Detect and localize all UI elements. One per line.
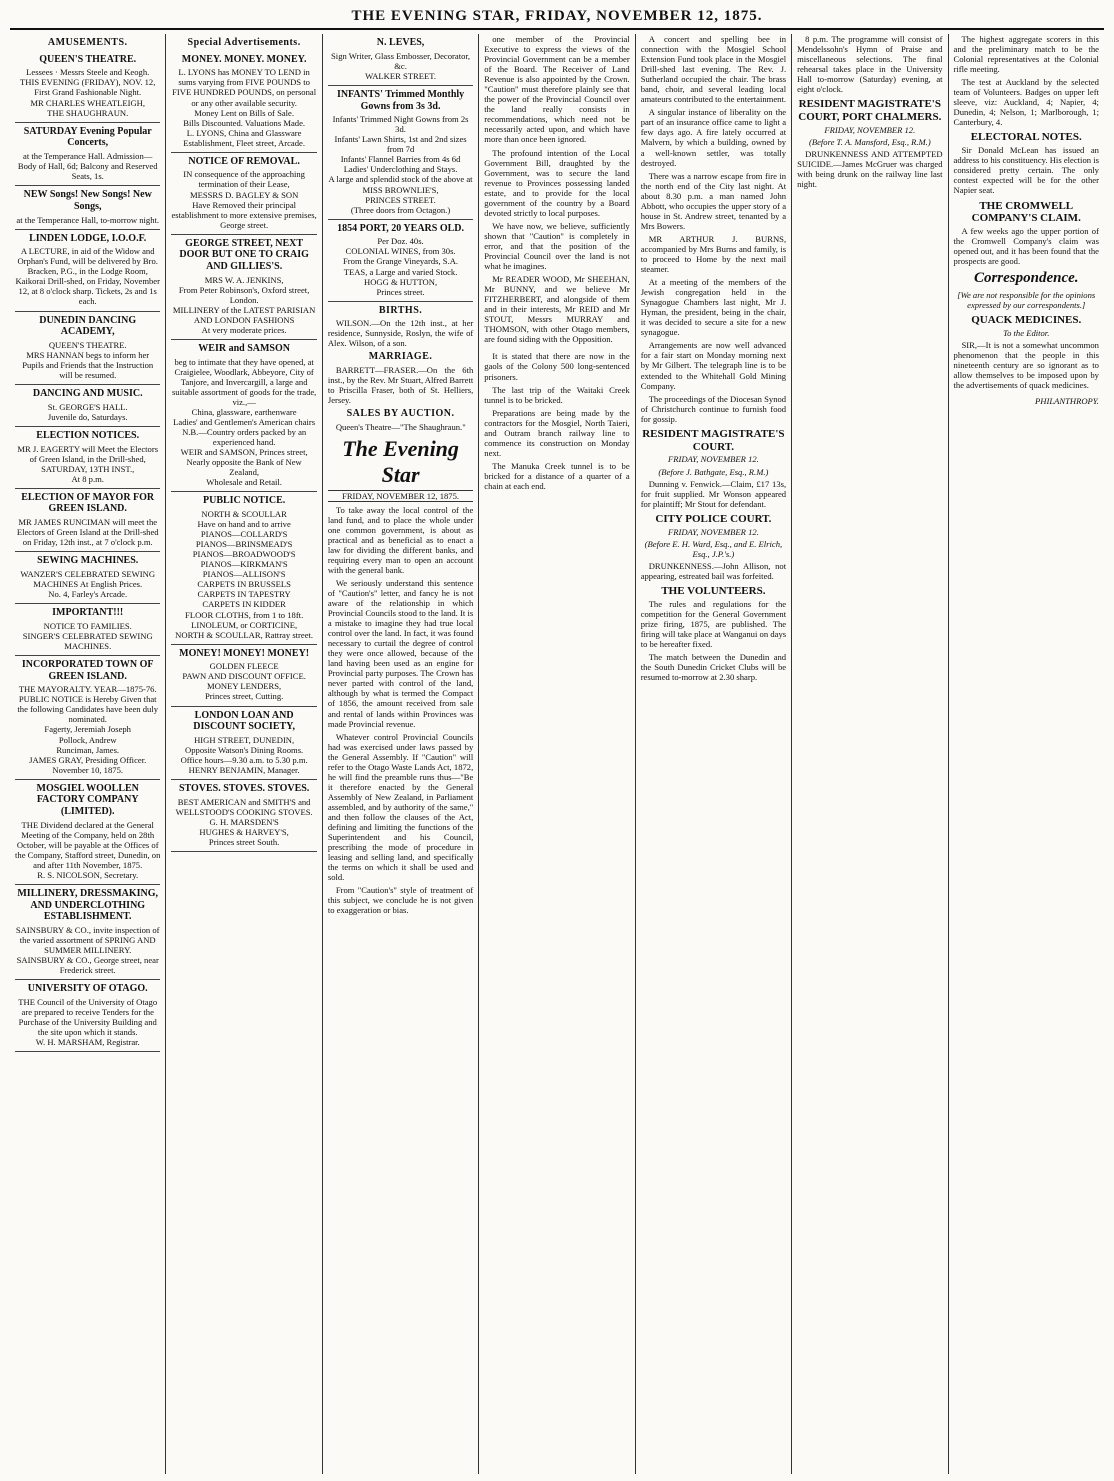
- sales-text: Queen's Theatre—"The Shaughraun.": [335, 422, 466, 433]
- ad-line: FLOOR CLOTHS, from 1 to 18ft.: [185, 609, 304, 620]
- amusements-heading: AMUSEMENTS.: [47, 37, 128, 48]
- ad-line: QUEEN'S THEATRE.: [48, 339, 127, 350]
- ad-line: Fagerty, Jeremiah Joseph: [44, 724, 131, 735]
- news-paragraph: A concert and spelling bee in connection with the Mosgiel School Extension Fund took place in the Mosgiel Drill-shed last evening. The Rev. J. Sutherland occupied the chair. The brass band, choir, and several leading local amateurs contributed to the entertainment.: [640, 34, 787, 105]
- leader-paragraph: Mr READER WOOD, Mr SHEEHAN, Mr BUNNY, and we believe Mr FITZHERBERT, and alongside of them and in their interests, Mr REID and Mr STOUT, Messrs MURRAY and THOMSON, with other Otago members, are found siding with the Opposition.: [484, 274, 630, 345]
- ad-line: Have Removed their principal establishment to more extensive premises, George street.: [171, 199, 317, 230]
- amusement-ad: [15, 230, 160, 312]
- ad-line: St. GEORGE'S HALL.: [47, 401, 128, 412]
- ad-line: NOTICE TO FAMILIES.: [43, 620, 132, 631]
- special-ad: [171, 492, 316, 644]
- police-court-bench: (Before E. H. Ward, Esq., and E. Elrich, Esq., J.P.'s.): [644, 538, 783, 559]
- ad-line: LINOLEUM, or CORTICINE,: [191, 619, 298, 630]
- amusement-ad: [15, 980, 160, 1052]
- ad-line: A LECTURE, in aid of the Widow and Orphan's Fund, will be delivered by Bro. Bracken, P.G., in the Lodge Room, Kaikorai Drill-shed, on Friday, November 12, at 8 o'clock sharp. Tickets, 2s and 1s each.: [15, 246, 160, 307]
- correspondence-note: [We are not responsible for the opinions expressed by our correspondents.]: [957, 289, 1096, 311]
- leader-paragraph: From "Caution's" style of treatment of this subject, we conclude he is not given to exaggeration or bias.: [327, 885, 474, 916]
- ad-title: IMPORTANT!!!: [52, 607, 124, 619]
- shop-ad: [328, 34, 473, 86]
- special-ad: [171, 51, 316, 153]
- column-1: [10, 34, 166, 1474]
- ad-line: Infants' Flannel Barries from 4s 6d: [340, 154, 461, 165]
- ad-line: THE MAYORALTY. YEAR—1875-76.: [18, 684, 157, 695]
- ad-line: JAMES GRAY, Presiding Officer.: [29, 754, 147, 765]
- news-paragraph: The proceedings of the Diocesan Synod of Christchurch continue to furnish food for gossip.: [640, 393, 787, 424]
- ad-title: MILLINERY, DRESSMAKING, AND UNDERCLOTHING ESTABLISHMENT.: [17, 888, 159, 923]
- ad-line: L. LYONS has MONEY TO LEND in sums varying from FIVE POUNDS to FIVE HUNDRED POUNDS, on personal or any other available security.: [172, 67, 317, 108]
- news-paragraph: The test at Auckland by the selected team of Volunteers. Badges on upper left sleeve, viz: Auckland, 4; Napier, 4; Dunedin, 4; Nelson, 1; Marlborough, 1; Canterbury, 4.: [953, 77, 1099, 128]
- ad-line: WALKER STREET.: [365, 70, 437, 81]
- ad-line: First Grand Fashionable Night.: [34, 87, 142, 98]
- ad-line: HIGH STREET, DUNEDIN,: [194, 734, 295, 745]
- ad-line: PUBLIC NOTICE is Hereby Given that the following Candidates have been duly nominated.: [17, 694, 158, 725]
- ad-line: GOLDEN FLEECE: [209, 661, 279, 672]
- ad-line: Ladies' Underclothing and Stays.: [343, 164, 458, 175]
- ad-line: Runciman, James.: [56, 744, 120, 755]
- ad-title: NEW Songs! New Songs! New Songs,: [23, 189, 152, 212]
- ad-line: From the Grange Vineyards, S.A.: [343, 256, 459, 267]
- quack-to-editor: To the Editor.: [1003, 327, 1050, 338]
- ad-line: Opposite Watson's Dining Rooms.: [185, 744, 304, 755]
- quack-heading: QUACK MEDICINES.: [971, 314, 1082, 327]
- ad-line: SAINSBURY & CO., invite inspection of the varied assortment of SPRING AND SUMMER MILLINERY.: [15, 925, 160, 956]
- rm-court-text: Dunning v. Fenwick.—Claim, £17 13s, for fruit supplied. Mr Wonson appeared for plaintiff; Mr Stout for defendant.: [640, 478, 787, 509]
- col2-ads: [171, 51, 316, 852]
- ad-line: Juvenile do, Saturdays.: [47, 411, 128, 422]
- ad-line: Nearly opposite the Bank of New Zealand,: [186, 457, 302, 478]
- sales-heading: SALES BY AUCTION.: [346, 408, 455, 420]
- ad-line: Office hours—9.30 a.m. to 5.30 p.m.: [180, 755, 308, 765]
- ad-title: MONEY. MONEY. MONEY.: [181, 53, 307, 65]
- ad-line: MISS BROWNLIE'S,: [362, 184, 439, 195]
- ad-title: N. LEVES,: [376, 37, 425, 48]
- ad-line: G. H. MARSDEN'S: [209, 816, 279, 827]
- amusement-ad: [15, 123, 160, 187]
- amusement-ad: [15, 51, 160, 123]
- shop-ad: [328, 220, 473, 302]
- ad-title: DUNEDIN DANCING ACADEMY,: [39, 314, 137, 338]
- ad-title: QUEEN'S THEATRE.: [39, 53, 137, 65]
- column-4: [479, 34, 635, 1474]
- ad-line: MONEY LENDERS,: [207, 681, 282, 692]
- ad-title: ELECTION OF MAYOR FOR GREEN ISLAND.: [21, 491, 155, 515]
- news-paragraph: Arrangements are now well advanced for a fair start on Monday morning next by Mr Gilbert. The telegraph line is to be extended to the Whitehall Gold Mining Company.: [640, 340, 787, 391]
- ad-line: THE SHAUGHRAUN.: [47, 107, 129, 118]
- quack-signature: PHILANTHROPY.: [1035, 396, 1099, 407]
- ad-title: SATURDAY Evening Popular Concerts,: [23, 125, 152, 149]
- ad-line: At 8 p.m.: [71, 473, 104, 484]
- amusement-ad: [15, 604, 160, 656]
- ad-line: N.B.—Country orders packed by an experienced hand.: [182, 427, 307, 448]
- news-paragraph: A singular instance of liberality on the part of an insurance office came to light a few days ago. A fire lately occurred at Malvern, by which a building, owned by a well-known settler, was totally destroyed.: [640, 107, 787, 168]
- ad-title: INFANTS' Trimmed Monthly Gowns from 3s 3d.: [336, 88, 465, 112]
- amusement-ad: [15, 780, 160, 885]
- quack-text: SIR,—It is not a somewhat uncommon phenomenon that the people in this nineteenth century are so ignorant as to allow themselves to be imposed upon by the advertisements of quack medicines.: [953, 339, 1099, 391]
- column-3: [323, 34, 479, 1474]
- ad-line: THE Council of the University of Otago are prepared to receive Tenders for the Purchase of the University Building and the site upon which it stands.: [18, 997, 158, 1038]
- ad-line: Per Doz. 40s.: [377, 236, 424, 247]
- ad-line: CARPETS IN TAPESTRY: [197, 589, 291, 600]
- news-notes: [484, 351, 629, 491]
- ad-line: NORTH & SCOULLAR, Rattray street.: [175, 629, 314, 640]
- ad-title: PUBLIC NOTICE.: [203, 495, 286, 507]
- ad-line: L. LYONS, China and Glassware Establishment, Fleet street, Arcade.: [183, 127, 305, 148]
- ad-line: WANZER'S CELEBRATED SEWING MACHINES At English Prices.: [20, 568, 156, 589]
- births-text: WILSON.—On the 12th inst., at her residence, Sunnyside, Roslyn, the wife of Alex. Wilson, of a son.: [327, 318, 474, 349]
- amusement-ad: [15, 186, 160, 229]
- ad-title: STOVES. STOVES. STOVES.: [178, 783, 310, 795]
- ad-title: NOTICE OF REMOVAL.: [188, 155, 300, 167]
- electoral-text: Sir Donald McLean has issued an address to his constituency. His election is considered pretty certain. The only contest expected will be for the other Napier seat.: [953, 145, 1099, 196]
- rm-court-heading: RESIDENT MAGISTRATE'S COURT.: [642, 427, 785, 453]
- ad-line: HOGG & HUTTON,: [363, 276, 438, 287]
- col1-ads: [15, 51, 160, 1053]
- rm-court-bench: (Before J. Bathgate, Esq., R.M.): [658, 466, 769, 477]
- amusement-ad: [15, 656, 160, 780]
- ad-line: beg to intimate that they have opened, at Craigielee, Woodlark, Abbeyore, City of Tanjore, and Invercargill, a large and suitable assortment of goods for the trade, viz.,—: [171, 356, 317, 407]
- ad-line: MR JAMES RUNCIMAN will meet the Electors of Green Island at the Drill-shed on Friday, 12th inst., at 7 o'clock p.m.: [16, 517, 159, 548]
- port-court-heading: RESIDENT MAGISTRATE'S COURT, PORT CHALMERS.: [798, 98, 942, 124]
- news-paragraph: At a meeting of the members of the Jewish congregation held in the Synagogue Chambers last night, Mr J. Hyman, the president, being in the chair, it was decided to secure a site for a new synagogue.: [640, 277, 787, 338]
- leader-paragraph: We seriously understand this sentence of "Caution's" letter, and fancy he is not aware of the relationship in which Provincial Councils stood to the land. It is a mistake to imagine they had true local control over the land. In fact, it was found necessary to curtail the degree of control they were once allowed, because of the land having been used as an engine for Provincial party purposes. The Crown has never parted with control of the land, although by what is termed the Compact of 1856, the amount received from sale and rental of lands within Provinces was made Provincial revenue.: [327, 577, 474, 729]
- ad-line: SATURDAY, 13TH INST.,: [41, 463, 135, 474]
- ad-title: WEIR and SAMSON: [198, 343, 290, 355]
- marriage-text: BARRETT—FRASER.—On the 6th inst., by the Rev. Mr Stuart, Alfred Barrett to Priscilla Fraser, both of St. Helliers, Jersey.: [327, 365, 474, 406]
- match-text: The match between the Dunedin and the South Dunedin Cricket Clubs will be resumed to-morrow at 2.30 sharp.: [640, 651, 787, 682]
- ad-line: MRS HANNAN begs to inform her Pupils and Friends that the Instruction will be resumed.: [22, 349, 154, 381]
- ad-line: PIANOS—ALLISON'S: [202, 569, 286, 580]
- ad-line: R. S. NICOLSON, Secretary.: [37, 870, 139, 880]
- police-court-date: FRIDAY, NOVEMBER 12.: [667, 526, 759, 537]
- ad-line: MR J. EAGERTY will Meet the Electors of Green Island, in the Drill-shed,: [17, 443, 159, 464]
- ad-title: LONDON LOAN AND DISCOUNT SOCIETY,: [193, 709, 295, 733]
- ad-line: Princes street South.: [208, 836, 280, 847]
- ad-line: Have on hand and to arrive: [197, 519, 291, 530]
- ad-title: 1854 PORT, 20 YEARS OLD.: [337, 222, 464, 234]
- port-court-text: DRUNKENNESS AND ATTEMPTED SUICIDE.—James McGruer was charged with being drunk on the railway line last night.: [797, 149, 943, 190]
- ad-line: PIANOS—BROADWOOD'S: [192, 549, 296, 560]
- ad-line: BEST AMERICAN and SMITH'S and WELLSTOOD'S COOKING STOVES.: [175, 796, 313, 817]
- ad-line: PRINCES STREET.: [365, 194, 436, 205]
- ad-line: PIANOS—KIRKMAN'S: [200, 559, 288, 570]
- special-ad: [171, 707, 316, 781]
- ad-line: Bills Discounted. Valuations Made.: [183, 117, 306, 128]
- ad-line: Sign Writer, Glass Embosser, Decorator, &c.: [331, 50, 471, 71]
- correspondence-heading: Correspondence.: [973, 270, 1079, 287]
- leader-paragraph: The profound intention of the Local Government Bill, draughted by the Government, was to secure the land revenue to Provinces possessing landed estate, and to provide for the local government of the country by a Board devoted strictly to local purposes.: [484, 147, 630, 218]
- ad-line: SINGER'S CELEBRATED SEWING MACHINES.: [22, 630, 153, 651]
- port-court-bench: (Before T. A. Mansford, Esq., R.M.): [808, 137, 931, 148]
- news-paragraph: 8 p.m. The programme will consist of Mendelssohn's Hymn of Praise and miscellaneous selections. The final rehearsal takes place in the University Hall to-morrow (Saturday) evening, at eight o'clock.: [797, 34, 943, 95]
- cromwell-heading: THE CROMWELL COMPANY'S CLAIM.: [971, 199, 1081, 225]
- leader-paragraph: We have now, we believe, sufficiently shown that "Caution" is completely in error, and that the position of the Provincial Council over the land is not what he imagines.: [484, 220, 630, 272]
- columns: [10, 34, 1104, 1474]
- date-line: FRIDAY, NOVEMBER 12, 1875.: [328, 490, 473, 502]
- col3-ads: [328, 34, 473, 302]
- port-court-date: FRIDAY, NOVEMBER 12.: [824, 125, 916, 135]
- leader-paragraph: To take away the local control of the land fund, and to place the whole under one common government, is about as practical and as beneficial as to enact a law for dividing the different banks, and requiring every man to open an account with the general bank.: [327, 504, 474, 575]
- column-7: [949, 34, 1104, 1474]
- amusement-ad: [15, 552, 160, 604]
- amusement-ad: [15, 489, 160, 553]
- ad-title: DANCING AND MUSIC.: [32, 388, 143, 400]
- births-heading: BIRTHS.: [378, 304, 423, 316]
- ad-line: WEIR and SAMSON, Princes street,: [180, 447, 308, 458]
- ad-line: CARPETS IN BRUSSELS: [197, 579, 291, 590]
- ad-title: MONEY! MONEY! MONEY!: [179, 647, 310, 659]
- special-ad: [171, 235, 316, 340]
- ad-line: Princes street.: [376, 286, 425, 297]
- volunteers-text: The rules and regulations for the competition for the General Government prize firing, 1875, are published. The firing will take place at Wanganui on days to be hereafter fixed.: [640, 598, 787, 649]
- column-6: [792, 34, 948, 1474]
- ad-line: THIS EVENING (FRIDAY), NOV. 12,: [20, 77, 156, 88]
- ad-line: Lessees · Messrs Steele and Keogh.: [26, 67, 150, 78]
- ad-line: PIANOS—COLLARD'S: [200, 529, 288, 540]
- ad-line: China, glassware, earthenware: [191, 406, 297, 417]
- rm-court-date: FRIDAY, NOVEMBER 12.: [667, 454, 759, 465]
- column-5: [636, 34, 792, 1474]
- ad-line: November 10, 1875.: [52, 764, 124, 775]
- leader-continued: [484, 34, 629, 344]
- ad-line: NORTH & SCOULLAR: [201, 509, 287, 520]
- ad-line: SAINSBURY & CO., George street, near Frederick street.: [16, 955, 159, 976]
- ad-line: Princes street, Cutting.: [204, 691, 284, 702]
- shop-ad: [328, 86, 473, 220]
- news-paragraph: The highest aggregate scorers in this and the preliminary match to be the Colonial representatives at the Colonial rifle meeting.: [953, 34, 1099, 75]
- ad-line: IN consequence of the approaching termination of their Lease,: [183, 169, 305, 190]
- ad-line: COLONIAL WINES, from 30s.: [345, 246, 456, 257]
- ad-line: Infants' Trimmed Night Gowns from 2s 3d.: [332, 114, 469, 135]
- ad-line: PAWN AND DISCOUNT OFFICE.: [182, 671, 306, 682]
- amusement-ad: [15, 385, 160, 427]
- ad-line: W. H. MARSHAM, Registrar.: [35, 1037, 140, 1048]
- police-court-heading: CITY POLICE COURT.: [655, 512, 772, 525]
- local-news: [641, 34, 786, 424]
- special-ad: [171, 645, 316, 707]
- paper-title: The Evening Star: [342, 436, 459, 487]
- ad-title: MOSGIEL WOOLLEN FACTORY COMPANY (LIMITED).: [36, 782, 139, 818]
- ad-line: (Three doors from Octagon.): [350, 204, 451, 215]
- amusement-ad: [15, 885, 160, 980]
- news-note: The Manuka Creek tunnel is to be bricked for a distance of a quarter of a chain at each end.: [484, 460, 630, 491]
- ad-line: Ladies' and Gentlemen's American chairs: [173, 417, 316, 428]
- ad-line: at the Temperance Hall. Admission—Body of Hall, 6d; Balcony and Reserved Seats, 1s.: [17, 150, 158, 182]
- ad-title: GEORGE STREET, NEXT DOOR BUT ONE TO CRAIG AND GILLIES'S.: [179, 237, 309, 273]
- ad-line: MR CHARLES WHEATLEIGH,: [30, 97, 146, 108]
- ad-line: TEAS, a Large and varied Stock.: [343, 266, 458, 277]
- leader-article: [328, 505, 473, 916]
- masthead: THE EVENING STAR, FRIDAY, NOVEMBER 12, 1875.: [10, 8, 1104, 30]
- ad-line: THE Dividend declared at the General Meeting of the Company, held on 28th October, will be payable at the Offices of the Company, Stafford street, Dunedin, on and after 11th November, 1875.: [15, 819, 161, 870]
- column-7-news: [954, 34, 1099, 127]
- special-ads-heading: Special Advertisements.: [187, 37, 301, 48]
- news-note: The last trip of the Waitaki Creek tunnel is to be bricked.: [484, 384, 630, 405]
- ad-title: ELECTION NOTICES.: [36, 429, 140, 441]
- ad-line: MESSRS D. BAGLEY & SON: [189, 189, 299, 200]
- news-paragraph: MR ARTHUR J. BURNS, accompanied by Mrs Burns and family, is to proceed to Home by the next mail steamer.: [640, 233, 787, 275]
- cromwell-text: A few weeks ago the upper portion of the Cromwell Company's claim was opened out, and it has been found that the prospects are good.: [953, 226, 1099, 267]
- column-6-news: [797, 34, 942, 94]
- ad-line: A large and splendid stock of the above at: [328, 174, 473, 185]
- marriage-heading: MARRIAGE.: [368, 351, 433, 363]
- ad-title: UNIVERSITY OF OTAGO.: [27, 983, 148, 995]
- ad-line: Pollock, Andrew: [58, 734, 117, 745]
- ad-line: MILLINERY of the LATEST PARISIAN AND LONDON FASHIONS: [172, 304, 316, 325]
- police-court-text: DRUNKENNESS.—John Allison, not appearing, estreated bail was forfeited.: [640, 560, 787, 581]
- ad-line: At very moderate prices.: [201, 325, 287, 336]
- news-note: It is stated that there are now in the gaols of the Colony 500 long-sentenced prisoners.: [484, 351, 630, 382]
- ad-line: HENRY BENJAMIN, Manager.: [188, 765, 300, 776]
- electoral-heading: ELECTORAL NOTES.: [970, 131, 1082, 144]
- news-note: Preparations are being made by the contractors for the Mosgiel, North Taieri, and Outram branch railway line to commence its construction on Monday next.: [484, 407, 630, 458]
- ad-line: at the Temperance Hall, to-morrow night.: [16, 214, 160, 225]
- leader-paragraph: Whatever control Provincial Councils had was exercised under laws passed by the General Assembly. If "Caution" will refer to the Otago Waste Lands Act, 1872, he will find the preamble runs thus—"Be it therefore enacted by the General Assembly of New Zealand, in Parliament assembled, and by authority of the same," and then follow the clauses of the Act, defining and limiting the functions of the Superintendent and his Council, prescribing the mode of procedure in leasing and selling land, and specifically the terms on which it shall be used and sold.: [327, 731, 474, 883]
- ad-line: HUGHES & HARVEY'S,: [199, 826, 289, 837]
- volunteers-heading: THE VOLUNTEERS.: [661, 584, 766, 597]
- amusement-ad: [15, 427, 160, 489]
- leader-paragraph: one member of the Provincial Executive to express the views of the Provincial Government can be a member of the Board. The Receiver of Land Revenue is also appointed by the Crown. "Caution" must therefore plainly see that the power of the Provincial Council over the land really consists in recommendations, which need not be necessarily acted upon, and which have more than once been ignored.: [484, 34, 630, 145]
- ad-line: Wholesale and Retail.: [206, 477, 282, 488]
- ad-line: CARPETS IN KIDDER: [202, 599, 286, 610]
- column-2: [166, 34, 322, 1474]
- special-ad: [171, 780, 316, 852]
- special-ad: [171, 340, 316, 492]
- ad-title: LINDEN LODGE, I.O.O.F.: [29, 232, 147, 244]
- ad-line: PIANOS—BRINSMEAD'S: [195, 539, 293, 550]
- ad-title: INCORPORATED TOWN OF GREEN ISLAND.: [21, 658, 154, 682]
- ad-title: SEWING MACHINES.: [37, 555, 139, 567]
- special-ad: [171, 153, 316, 235]
- ad-line: Money Lent on Bills of Sale.: [194, 107, 295, 118]
- news-paragraph: There was a narrow escape from fire in the north end of the City last night. At about 8.30 p.m. a man named John Abbott, who occupies the upper story of a house in St. Andrew street, tenanted by a Mrs Bowers.: [640, 170, 787, 231]
- amusement-ad: [15, 312, 160, 386]
- ad-line: No. 4, Farley's Arcade.: [48, 589, 128, 600]
- ad-line: Infants' Lawn Shirts, 1st and 2nd sizes from 7d: [334, 134, 467, 155]
- ad-line: From Peter Robinson's, Oxford street, London.: [178, 284, 310, 305]
- ad-line: MRS W. A. JENKINS,: [204, 274, 284, 285]
